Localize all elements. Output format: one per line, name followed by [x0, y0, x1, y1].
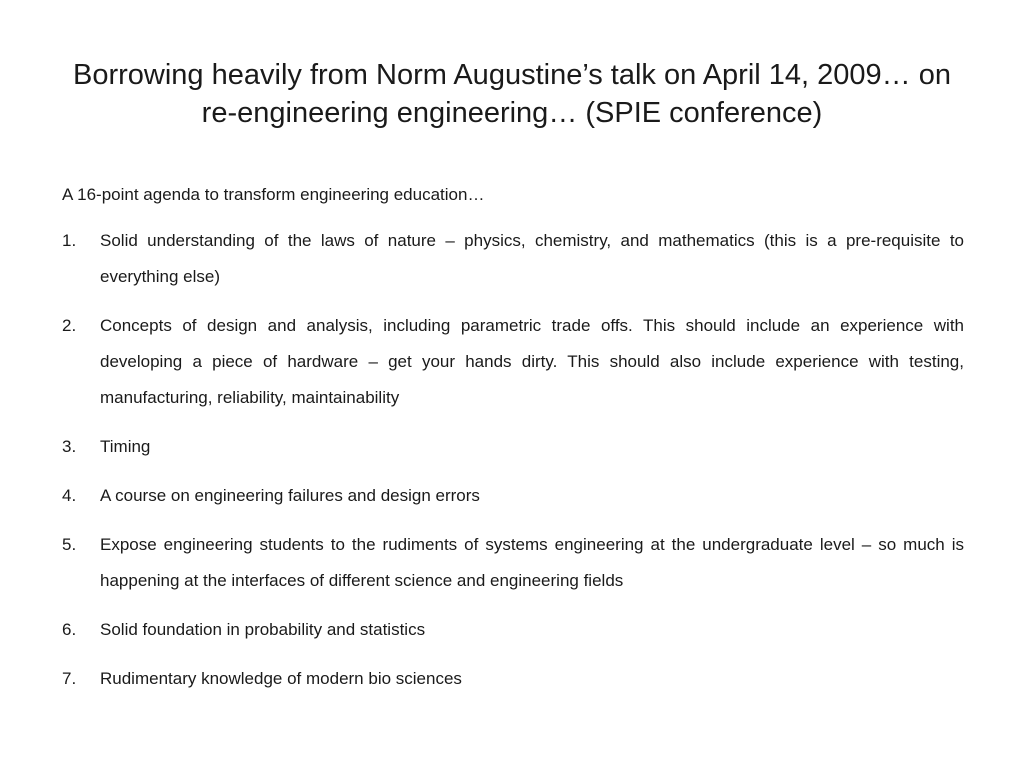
intro-text: A 16-point agenda to transform engineering education… — [62, 185, 485, 204]
item-text: A course on engineering failures and design errors — [100, 486, 480, 505]
agenda-item-3 — [62, 429, 964, 465]
item-text: Concepts of design and analysis, including parametric trade offs. This should include an experience with developing a piece of hardware – get your hands dirty. This should also include experience with testing, manufacturing, reliability, maintainability — [100, 316, 964, 407]
agenda-item-2 — [62, 308, 964, 416]
item-text: Expose engineering students to the rudiments of systems engineering at the undergraduate level – so much is happening at the interfaces of different science and engineering fields — [100, 535, 964, 590]
slide-title: Borrowing heavily from Norm Augustine’s talk on April 14, 2009… on re-engineering engineering… (SPIE conference) — [73, 59, 951, 129]
agenda-item-6 — [62, 612, 964, 648]
item-text: Rudimentary knowledge of modern bio sciences — [100, 669, 462, 688]
item-number: 7. — [62, 669, 77, 688]
item-number: 5. — [62, 535, 77, 554]
item-text: Timing — [100, 437, 151, 456]
agenda-item-1 — [62, 223, 964, 295]
item-text: Solid foundation in probability and statistics — [100, 620, 426, 639]
agenda-item-7 — [62, 661, 964, 697]
item-number: 3. — [62, 437, 77, 456]
item-number: 4. — [62, 486, 77, 505]
item-number: 1. — [62, 231, 77, 250]
slide-body — [62, 181, 964, 710]
agenda-item-4 — [62, 478, 964, 514]
item-number: 2. — [62, 316, 77, 335]
agenda-list — [62, 223, 964, 697]
agenda-item-5 — [62, 527, 964, 599]
item-number: 6. — [62, 620, 77, 639]
item-text: Solid understanding of the laws of nature – physics, chemistry, and mathematics (this is a pre-requisite to everything else) — [100, 231, 964, 286]
